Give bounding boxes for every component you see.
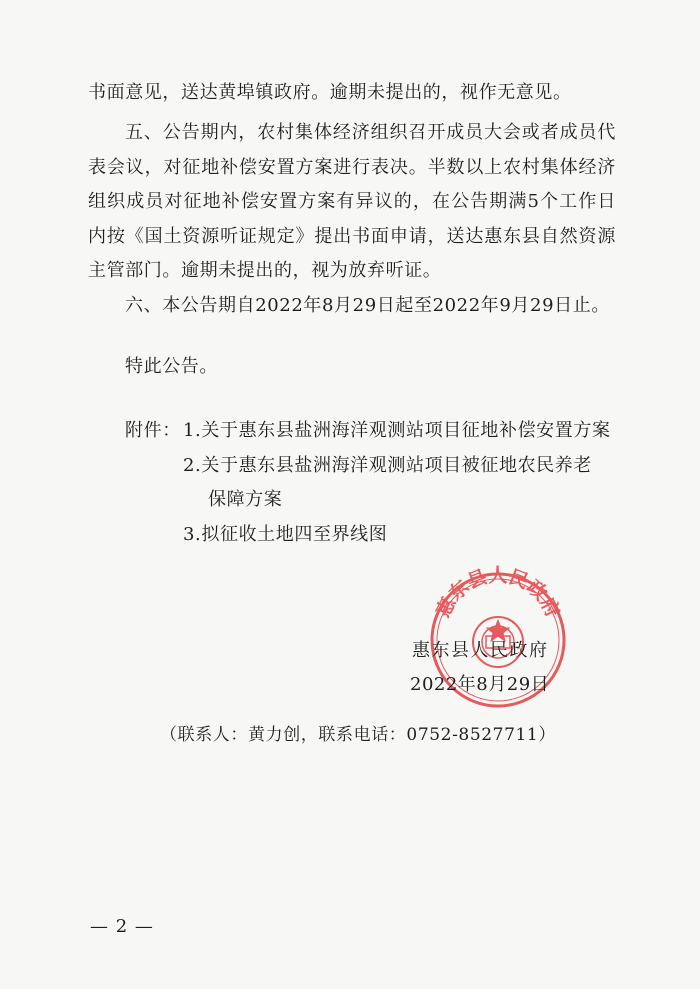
paragraph-closing: 特此公告。 [125, 356, 218, 377]
issuer-name: 惠东县人民政府 [412, 640, 549, 661]
attachment-item-1: 1.关于惠东县盐洲海洋观测站项目征地补偿安置方案 [183, 420, 611, 441]
paragraph-section-six: 六、本公告期自2022年8月29日起至2022年9月29日止。 [125, 295, 610, 316]
page-number: — 2 — [90, 916, 154, 937]
contact-info: （联系人：黄力创，联系电话：0752-8527711） [160, 725, 556, 745]
attachment-item-2: 2.关于惠东县盐洲海洋观测站项目被征地农民养老 [183, 455, 592, 476]
attachments-label: 附件： [125, 420, 181, 441]
paragraph-section-five: 五、公告期内，农村集体经济组织召开成员大会或者成员代表会议，对征地补偿安置方案进行表决。半数以上农村集体经济组织成员对征地补偿安置方案有异议的，在公告期满5个工作日内按《国土资源听证规定》提出书面申请，送达惠东县自然资源主管部门。逾期未提出的，视为放弃听证。 [88, 122, 616, 282]
attachment-item-2-continued: 保障方案 [208, 489, 283, 510]
paragraph-objection-deadline: 书面意见，送达黄埠镇政府。逾期未提出的，视作无意见。 [88, 82, 572, 103]
issue-date: 2022年8月29日 [410, 674, 550, 695]
attachment-item-3: 3.拟征收土地四至界线图 [183, 524, 388, 545]
seal-text: 惠东县人民政府 [432, 564, 564, 621]
